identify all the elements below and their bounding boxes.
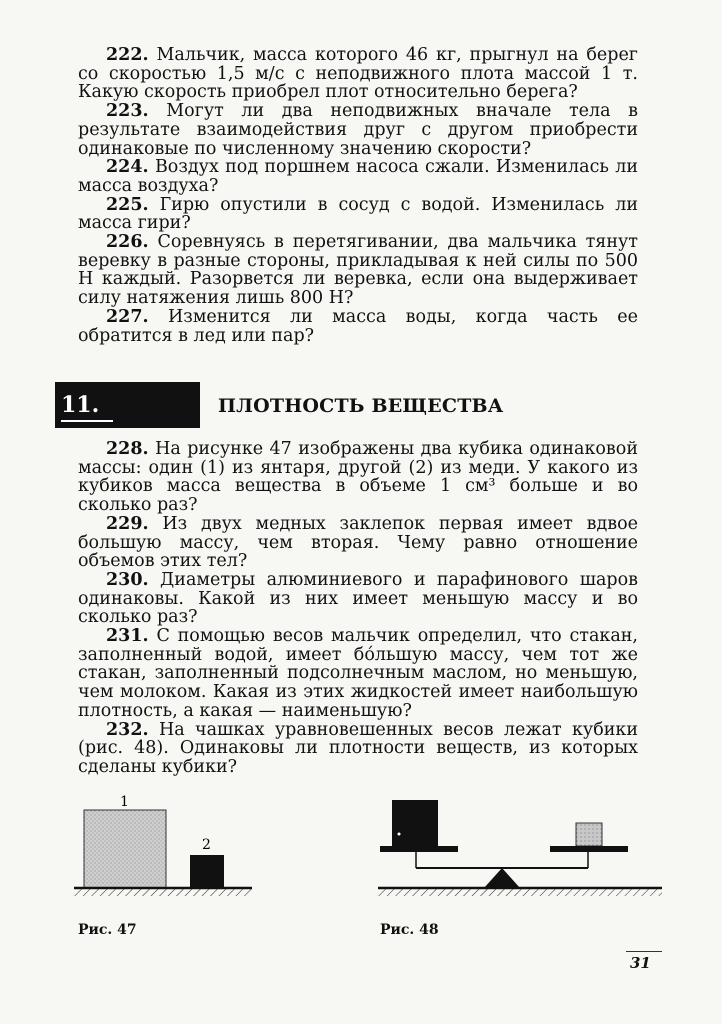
figure-47-caption: Рис. 47 bbox=[78, 922, 137, 938]
page-number: 31 bbox=[630, 954, 651, 972]
problems-block-top bbox=[78, 46, 638, 345]
problem-225: 225. Гирю опустили в сосуд с водой. Изменилась ли масса гири? bbox=[78, 194, 638, 234]
section-number: 11. bbox=[61, 392, 100, 418]
big-dark-cube bbox=[392, 800, 438, 846]
problem-232: 232. На чашках уравновешенных весов лежат кубики (рис. 48). Одинаковы ли плотности веществ, из которых сделаны кубики? bbox=[78, 719, 638, 777]
ground-hatching bbox=[378, 889, 662, 896]
section-title: ПЛОТНОСТЬ ВЕЩЕСТВА bbox=[218, 395, 504, 417]
figure-48 bbox=[372, 792, 672, 902]
left-pan bbox=[380, 846, 458, 852]
problem-231: 231. С помощью весов мальчик определил, что стакан, заполненный водой, имеет бóльшую массу, чем тот же стакан, заполненный подсолнечным маслом, но меньшую, чем молоком. Какая из этих жидкостей имеет наибольшую плотность, а какая — наименьшую? bbox=[78, 626, 638, 721]
problem-228: 228. На рисунке 47 изображены два кубика одинаковой массы: один (1) из янтаря, другой (2) из меди. У какого из кубиков масса вещества в объеме 1 см³ больше и во сколько раз? bbox=[78, 439, 638, 516]
amber-cube bbox=[84, 810, 166, 888]
cube-2-label: 2 bbox=[202, 837, 211, 853]
ground-hatching bbox=[74, 889, 252, 896]
section-number-badge bbox=[55, 382, 200, 428]
balance-fulcrum bbox=[484, 868, 520, 888]
problem-223: 223. Могут ли два неподвижных вначале тела в результате взаимодействия друг с другом приобрести одинаковые по численному значению скорости? bbox=[78, 101, 638, 159]
problem-227: 227. Изменится ли масса воды, когда часть ее обратится в лед или пар? bbox=[78, 306, 638, 346]
small-light-cube bbox=[576, 823, 602, 846]
problem-224: 224. Воздух под поршнем насоса сжали. Изменилась ли масса воздуха? bbox=[78, 157, 638, 196]
problem-230: 230. Диаметры алюминиевого и парафинового шаров одинаковы. Какой из них имеет меньшую массу и во сколько раз? bbox=[78, 569, 638, 628]
figure-48-caption: Рис. 48 bbox=[380, 922, 439, 938]
copper-cube bbox=[190, 855, 224, 888]
figure-47 bbox=[70, 790, 260, 900]
problem-229: 229. Из двух медных заклепок первая имеет вдвое большую массу, чем вторая. Чему равно отношение объемов этих тел? bbox=[78, 513, 638, 572]
right-pan bbox=[550, 846, 628, 852]
problem-222: 222. Мальчик, масса которого 46 кг, прыгнул на берег со скоростью 1,5 м/с с неподвижного плота массой 1 т. Какую скорость приобрел плот относительно берега? bbox=[78, 45, 638, 103]
cube-1-label: 1 bbox=[120, 794, 129, 810]
problems-block-bottom bbox=[78, 440, 638, 777]
problem-226: 226. Соревнуясь в перетягивании, два мальчика тянут веревку в разные стороны, прикладывая к ней силы по 500 Н каждый. Разорвется ли веревка, если она выдерживает силу натяжения лишь 800 Н? bbox=[78, 232, 638, 309]
